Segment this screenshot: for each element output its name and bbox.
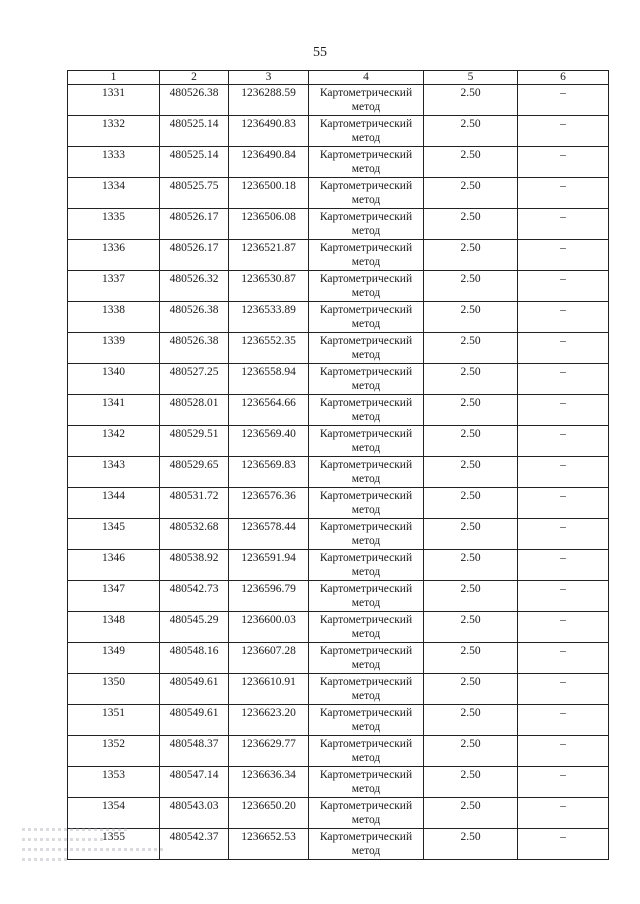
method-line-2: метод [351, 132, 381, 144]
y-coordinate-cell: 1236652.53 [229, 829, 309, 860]
header-col-6: 6 [518, 71, 609, 85]
y-coordinate-cell: 1236636.34 [229, 767, 309, 798]
method-line-1: Картометрический [319, 583, 413, 595]
method-cell [309, 612, 424, 643]
accuracy-cell: 2.50 [424, 457, 518, 488]
x-coordinate-cell: 480547.14 [160, 767, 229, 798]
method-line-2: метод [351, 566, 381, 578]
method-line-1: Картометрический [319, 87, 413, 99]
table-row [68, 271, 609, 302]
y-coordinate-cell: 1236564.66 [229, 395, 309, 426]
point-number-cell: 1333 [68, 147, 160, 178]
note-cell: – [518, 116, 609, 147]
point-number-cell: 1334 [68, 178, 160, 209]
table-body [68, 85, 609, 860]
accuracy-cell: 2.50 [424, 674, 518, 705]
point-number-cell: 1343 [68, 457, 160, 488]
accuracy-cell: 2.50 [424, 798, 518, 829]
x-coordinate-cell: 480549.61 [160, 705, 229, 736]
point-number-cell: 1347 [68, 581, 160, 612]
accuracy-cell: 2.50 [424, 364, 518, 395]
method-line-2: метод [351, 287, 381, 299]
y-coordinate-cell: 1236576.36 [229, 488, 309, 519]
method-cell [309, 271, 424, 302]
coordinates-table [67, 70, 609, 860]
method-line-1: Картометрический [319, 304, 413, 316]
method-line-1: Картометрический [319, 552, 413, 564]
note-cell: – [518, 333, 609, 364]
method-line-1: Картометрический [319, 614, 413, 626]
header-col-2: 2 [160, 71, 229, 85]
method-line-1: Картометрический [319, 831, 413, 843]
x-coordinate-cell: 480529.51 [160, 426, 229, 457]
accuracy-cell: 2.50 [424, 271, 518, 302]
y-coordinate-cell: 1236600.03 [229, 612, 309, 643]
accuracy-cell: 2.50 [424, 612, 518, 643]
y-coordinate-cell: 1236530.87 [229, 271, 309, 302]
method-cell [309, 147, 424, 178]
method-line-1: Картометрический [319, 459, 413, 471]
note-cell: – [518, 643, 609, 674]
method-cell [309, 240, 424, 271]
method-line-1: Картометрический [319, 211, 413, 223]
method-line-1: Картометрический [319, 397, 413, 409]
x-coordinate-cell: 480526.38 [160, 333, 229, 364]
accuracy-cell: 2.50 [424, 85, 518, 116]
accuracy-cell: 2.50 [424, 519, 518, 550]
accuracy-cell: 2.50 [424, 302, 518, 333]
method-line-2: метод [351, 783, 381, 795]
accuracy-cell: 2.50 [424, 240, 518, 271]
y-coordinate-cell: 1236288.59 [229, 85, 309, 116]
note-cell: – [518, 271, 609, 302]
method-cell [309, 333, 424, 364]
table-row [68, 643, 609, 674]
x-coordinate-cell: 480542.73 [160, 581, 229, 612]
header-row [68, 71, 609, 85]
table-row [68, 581, 609, 612]
x-coordinate-cell: 480545.29 [160, 612, 229, 643]
note-cell: – [518, 426, 609, 457]
table-row [68, 426, 609, 457]
table-row [68, 457, 609, 488]
note-cell: – [518, 302, 609, 333]
header-col-4: 4 [309, 71, 424, 85]
note-cell: – [518, 85, 609, 116]
method-cell [309, 488, 424, 519]
method-line-2: метод [351, 194, 381, 206]
table-row [68, 364, 609, 395]
point-number-cell: 1351 [68, 705, 160, 736]
accuracy-cell: 2.50 [424, 736, 518, 767]
method-line-1: Картометрический [319, 707, 413, 719]
note-cell: – [518, 674, 609, 705]
x-coordinate-cell: 480532.68 [160, 519, 229, 550]
point-number-cell: 1345 [68, 519, 160, 550]
method-line-2: метод [351, 225, 381, 237]
accuracy-cell: 2.50 [424, 395, 518, 426]
point-number-cell: 1332 [68, 116, 160, 147]
table-row [68, 550, 609, 581]
method-line-2: метод [351, 349, 381, 361]
method-line-1: Картометрический [319, 676, 413, 688]
note-cell: – [518, 519, 609, 550]
y-coordinate-cell: 1236596.79 [229, 581, 309, 612]
method-cell [309, 674, 424, 705]
point-number-cell: 1340 [68, 364, 160, 395]
method-line-1: Картометрический [319, 490, 413, 502]
method-line-1: Картометрический [319, 149, 413, 161]
table-row [68, 798, 609, 829]
accuracy-cell: 2.50 [424, 767, 518, 798]
y-coordinate-cell: 1236591.94 [229, 550, 309, 581]
method-cell [309, 395, 424, 426]
x-coordinate-cell: 480531.72 [160, 488, 229, 519]
method-cell [309, 736, 424, 767]
y-coordinate-cell: 1236629.77 [229, 736, 309, 767]
table-row [68, 612, 609, 643]
method-cell [309, 705, 424, 736]
method-cell [309, 178, 424, 209]
method-cell [309, 457, 424, 488]
method-line-2: метод [351, 101, 381, 113]
point-number-cell: 1341 [68, 395, 160, 426]
table-header [68, 71, 609, 85]
method-cell [309, 302, 424, 333]
table-row [68, 736, 609, 767]
header-col-3: 3 [229, 71, 309, 85]
point-number-cell: 1339 [68, 333, 160, 364]
accuracy-cell: 2.50 [424, 705, 518, 736]
point-number-cell: 1355 [68, 829, 160, 860]
note-cell: – [518, 147, 609, 178]
note-cell: – [518, 457, 609, 488]
y-coordinate-cell: 1236490.83 [229, 116, 309, 147]
x-coordinate-cell: 480525.75 [160, 178, 229, 209]
method-cell [309, 426, 424, 457]
point-number-cell: 1346 [68, 550, 160, 581]
page-number: 55 [313, 45, 327, 60]
accuracy-cell: 2.50 [424, 178, 518, 209]
x-coordinate-cell: 480548.16 [160, 643, 229, 674]
method-line-1: Картометрический [319, 335, 413, 347]
note-cell: – [518, 364, 609, 395]
note-cell: – [518, 705, 609, 736]
note-cell: – [518, 178, 609, 209]
method-cell [309, 85, 424, 116]
table-row [68, 333, 609, 364]
method-line-1: Картометрический [319, 769, 413, 781]
note-cell: – [518, 612, 609, 643]
y-coordinate-cell: 1236610.91 [229, 674, 309, 705]
table-row [68, 147, 609, 178]
method-line-2: метод [351, 845, 381, 857]
method-line-1: Картометрический [319, 118, 413, 130]
method-line-1: Картометрический [319, 180, 413, 192]
x-coordinate-cell: 480525.14 [160, 116, 229, 147]
method-line-1: Картометрический [319, 273, 413, 285]
note-cell: – [518, 488, 609, 519]
method-line-2: метод [351, 597, 381, 609]
accuracy-cell: 2.50 [424, 488, 518, 519]
method-cell [309, 798, 424, 829]
table-row [68, 519, 609, 550]
x-coordinate-cell: 480525.14 [160, 147, 229, 178]
method-line-2: метод [351, 504, 381, 516]
method-line-1: Картометрический [319, 521, 413, 533]
y-coordinate-cell: 1236623.20 [229, 705, 309, 736]
method-cell [309, 519, 424, 550]
point-number-cell: 1352 [68, 736, 160, 767]
method-line-2: метод [351, 442, 381, 454]
table-row [68, 674, 609, 705]
table-row [68, 116, 609, 147]
note-cell: – [518, 395, 609, 426]
method-line-2: метод [351, 256, 381, 268]
point-number-cell: 1331 [68, 85, 160, 116]
table-row [68, 240, 609, 271]
method-line-1: Картометрический [319, 366, 413, 378]
point-number-cell: 1350 [68, 674, 160, 705]
point-number-cell: 1349 [68, 643, 160, 674]
y-coordinate-cell: 1236552.35 [229, 333, 309, 364]
point-number-cell: 1335 [68, 209, 160, 240]
accuracy-cell: 2.50 [424, 147, 518, 178]
table-row [68, 395, 609, 426]
accuracy-cell: 2.50 [424, 581, 518, 612]
method-line-2: метод [351, 814, 381, 826]
table-row [68, 209, 609, 240]
point-number-cell: 1338 [68, 302, 160, 333]
x-coordinate-cell: 480543.03 [160, 798, 229, 829]
table-row [68, 767, 609, 798]
point-number-cell: 1337 [68, 271, 160, 302]
note-cell: – [518, 581, 609, 612]
x-coordinate-cell: 480526.32 [160, 271, 229, 302]
x-coordinate-cell: 480527.25 [160, 364, 229, 395]
y-coordinate-cell: 1236607.28 [229, 643, 309, 674]
table-row [68, 488, 609, 519]
method-line-2: метод [351, 535, 381, 547]
method-line-2: метод [351, 659, 381, 671]
note-cell: – [518, 829, 609, 860]
accuracy-cell: 2.50 [424, 550, 518, 581]
note-cell: – [518, 767, 609, 798]
method-line-1: Картометрический [319, 738, 413, 750]
method-line-1: Картометрический [319, 428, 413, 440]
method-line-2: метод [351, 628, 381, 640]
point-number-cell: 1348 [68, 612, 160, 643]
y-coordinate-cell: 1236521.87 [229, 240, 309, 271]
note-cell: – [518, 550, 609, 581]
method-line-2: метод [351, 380, 381, 392]
table-row [68, 705, 609, 736]
method-line-2: метод [351, 411, 381, 423]
x-coordinate-cell: 480526.17 [160, 209, 229, 240]
note-cell: – [518, 798, 609, 829]
method-line-1: Картометрический [319, 800, 413, 812]
method-cell [309, 581, 424, 612]
point-number-cell: 1344 [68, 488, 160, 519]
method-line-2: метод [351, 163, 381, 175]
point-number-cell: 1342 [68, 426, 160, 457]
x-coordinate-cell: 480526.17 [160, 240, 229, 271]
method-cell [309, 116, 424, 147]
y-coordinate-cell: 1236500.18 [229, 178, 309, 209]
method-line-1: Картометрический [319, 645, 413, 657]
method-cell [309, 209, 424, 240]
note-cell: – [518, 736, 609, 767]
x-coordinate-cell: 480548.37 [160, 736, 229, 767]
x-coordinate-cell: 480526.38 [160, 302, 229, 333]
x-coordinate-cell: 480528.01 [160, 395, 229, 426]
x-coordinate-cell: 480529.65 [160, 457, 229, 488]
y-coordinate-cell: 1236650.20 [229, 798, 309, 829]
header-col-5: 5 [424, 71, 518, 85]
y-coordinate-cell: 1236558.94 [229, 364, 309, 395]
x-coordinate-cell: 480549.61 [160, 674, 229, 705]
accuracy-cell: 2.50 [424, 116, 518, 147]
method-cell [309, 643, 424, 674]
method-line-2: метод [351, 721, 381, 733]
method-cell [309, 767, 424, 798]
method-cell [309, 829, 424, 860]
point-number-cell: 1336 [68, 240, 160, 271]
accuracy-cell: 2.50 [424, 426, 518, 457]
table-row [68, 178, 609, 209]
y-coordinate-cell: 1236569.40 [229, 426, 309, 457]
accuracy-cell: 2.50 [424, 333, 518, 364]
y-coordinate-cell: 1236533.89 [229, 302, 309, 333]
x-coordinate-cell: 480526.38 [160, 85, 229, 116]
point-number-cell: 1354 [68, 798, 160, 829]
method-line-2: метод [351, 690, 381, 702]
method-cell [309, 364, 424, 395]
header-col-1: 1 [68, 71, 160, 85]
note-cell: – [518, 209, 609, 240]
table-row [68, 85, 609, 116]
method-line-2: метод [351, 752, 381, 764]
method-line-2: метод [351, 473, 381, 485]
accuracy-cell: 2.50 [424, 643, 518, 674]
accuracy-cell: 2.50 [424, 829, 518, 860]
note-cell: – [518, 240, 609, 271]
x-coordinate-cell: 480538.92 [160, 550, 229, 581]
x-coordinate-cell: 480542.37 [160, 829, 229, 860]
method-cell [309, 550, 424, 581]
faded-stamp [22, 828, 172, 874]
point-number-cell: 1353 [68, 767, 160, 798]
accuracy-cell: 2.50 [424, 209, 518, 240]
table-row [68, 302, 609, 333]
method-line-1: Картометрический [319, 242, 413, 254]
y-coordinate-cell: 1236578.44 [229, 519, 309, 550]
y-coordinate-cell: 1236490.84 [229, 147, 309, 178]
y-coordinate-cell: 1236569.83 [229, 457, 309, 488]
method-line-2: метод [351, 318, 381, 330]
y-coordinate-cell: 1236506.08 [229, 209, 309, 240]
